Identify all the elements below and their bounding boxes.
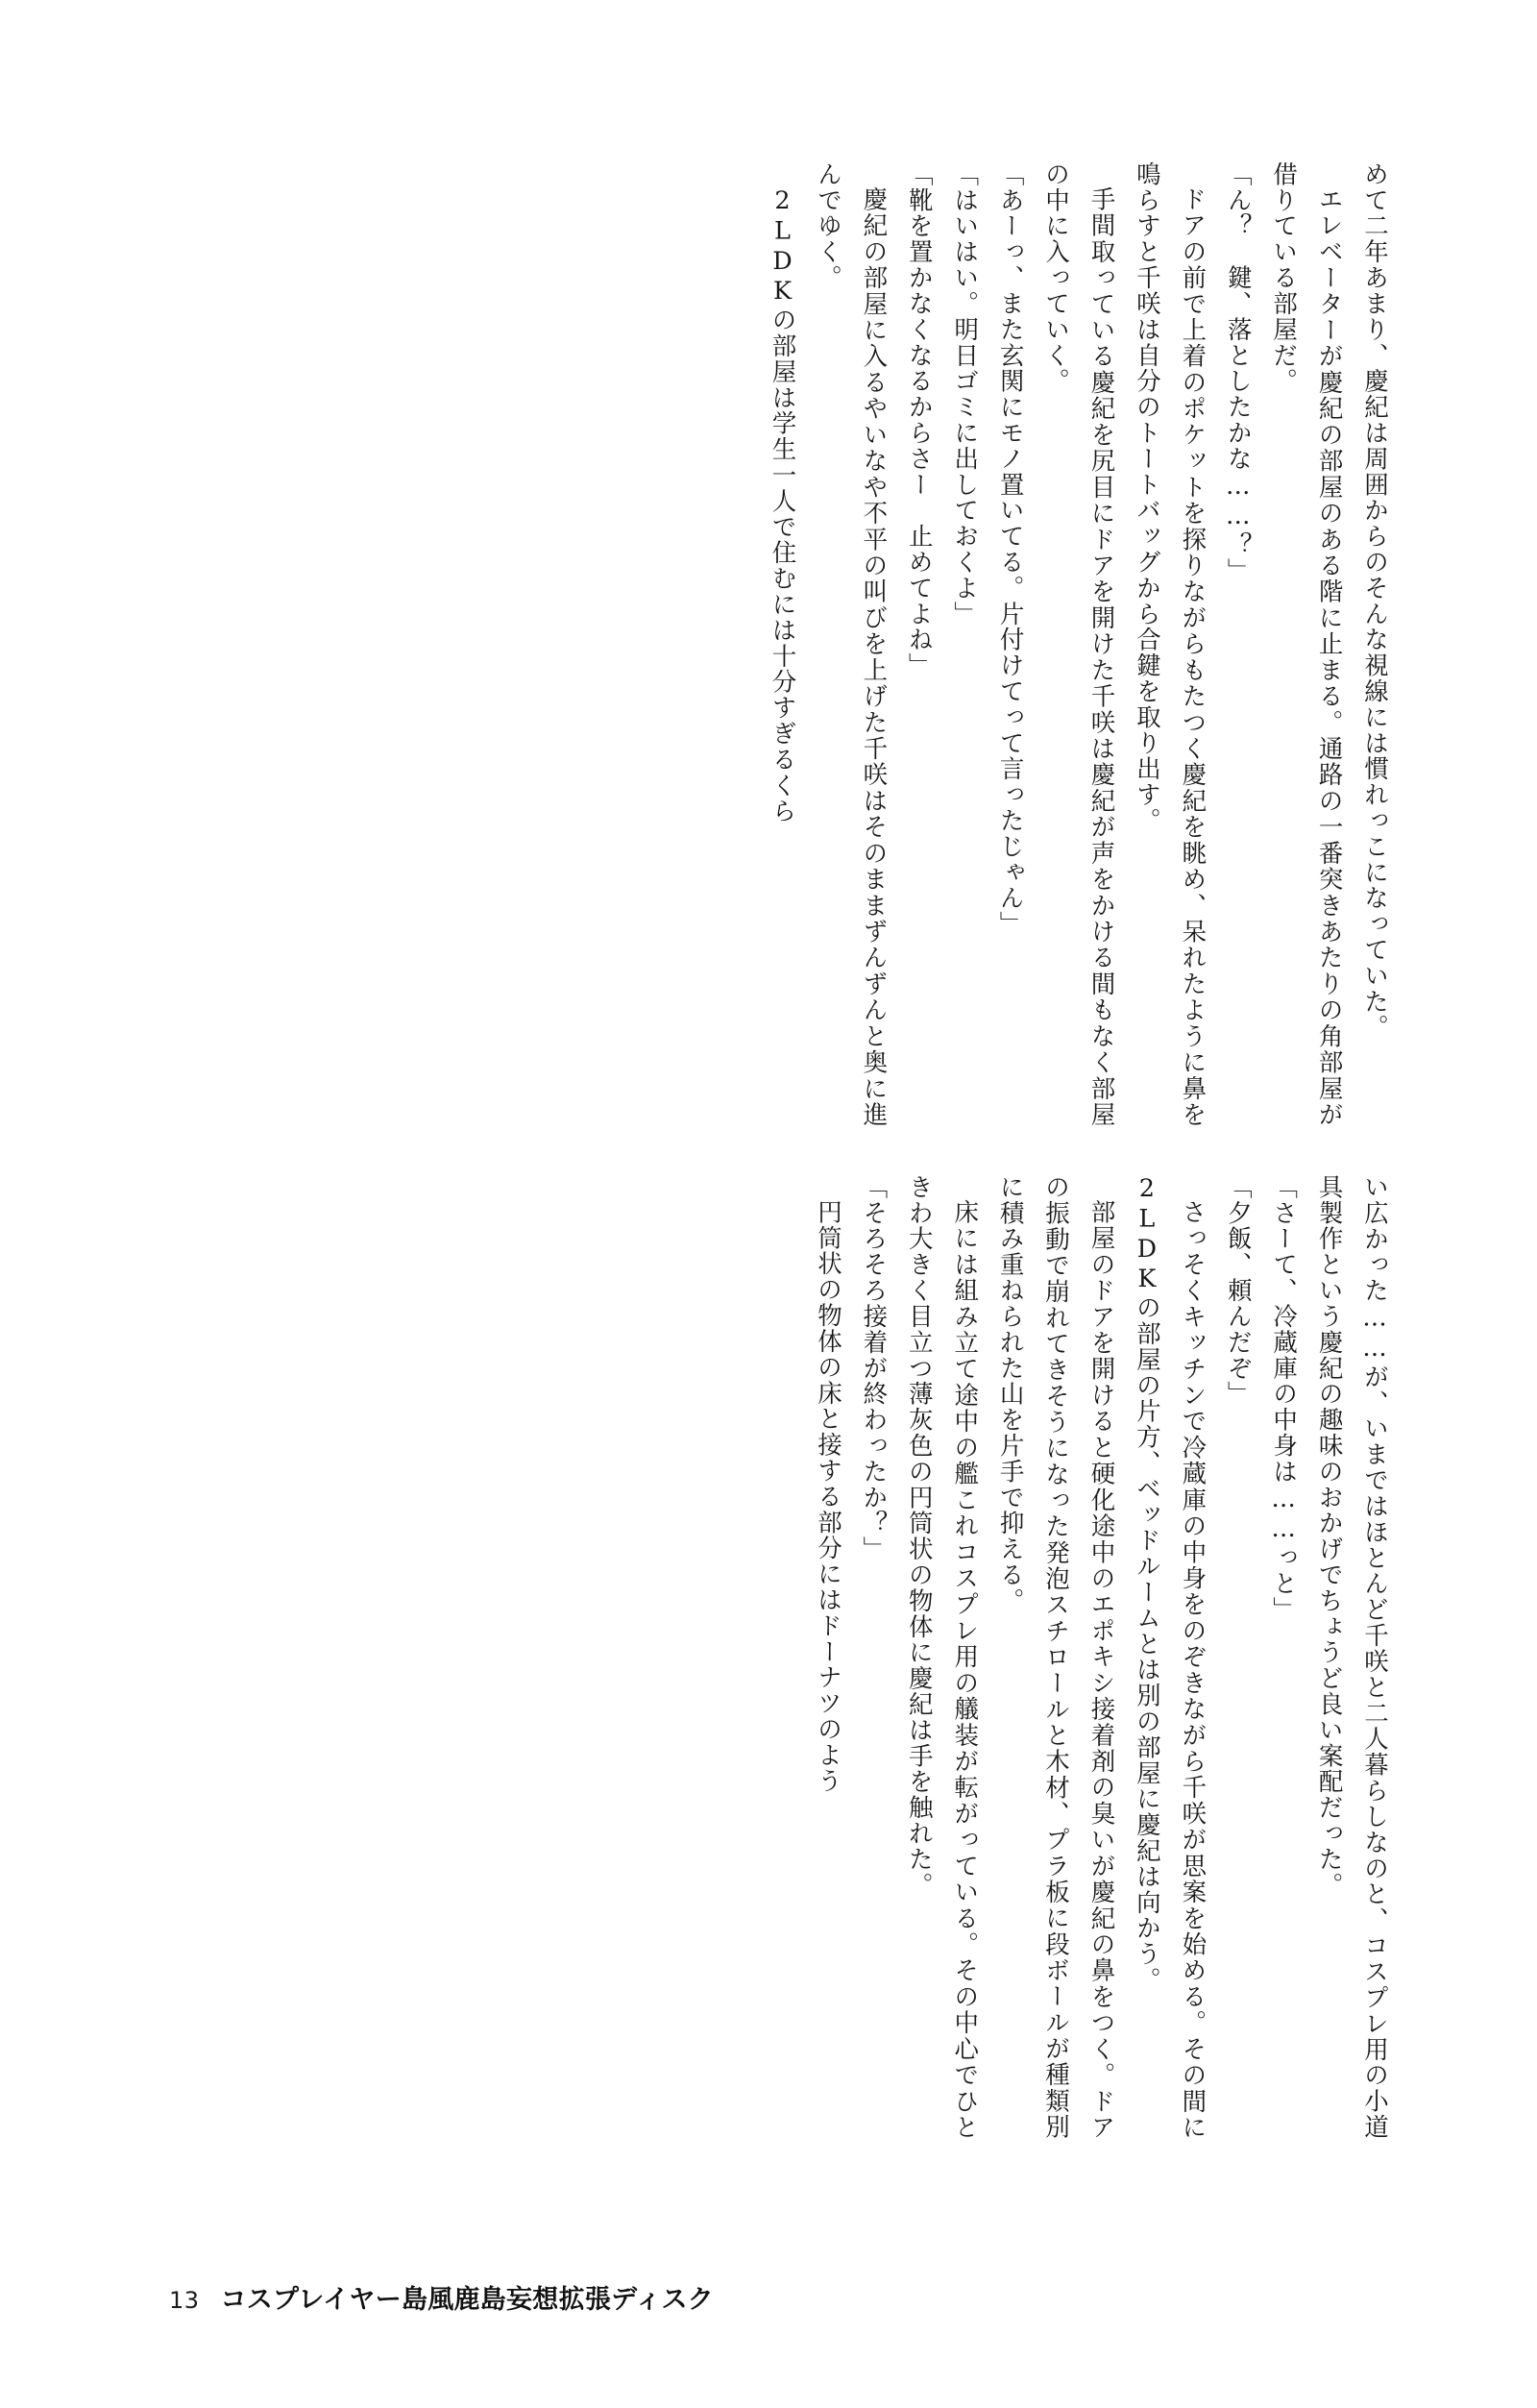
paragraph: めて二年あまり、慶紀は周囲からのそんな視線には慣れっこになっていた。 [1360, 161, 1389, 1041]
paragraph: い広かった……が、いまではほとんど千咲と二人暮らしなのと、コスプレ用の小道具製作という慶紀の趣味のおかげでちょうど良い案配だった。 [1314, 1174, 1389, 2140]
dialogue-line: 「ん？ 鍵、落としたかな……？」 [1223, 161, 1253, 584]
paragraph: ドアの前で上着のポケットを探りながらもたつく慶紀を眺め、呆れたように鼻を鳴らすと千咲は自分のトートバッグから合鍵を取り出す。 [1132, 161, 1208, 1127]
paragraph: 2LDKの部屋は学生一人で住むには十分すぎるくら [768, 185, 797, 824]
dialogue-line: 「夕飯、頼んだぞ」 [1223, 1174, 1253, 1408]
paragraph: 床には組み立て途中の艦これコスプレ用の艤装が転がっている。その中心でひときわ大きく目立つ薄灰色の円筒状の物体に慶紀は手を触れた。 [904, 1174, 980, 2140]
dialogue-line: 「はいはい。明日ゴミに出しておくよ」 [950, 161, 980, 627]
paragraph: エレベーターが慶紀の部屋のある階に止まる。通路の一番突きあたりの角部屋が借りている部屋だ。 [1269, 161, 1344, 1127]
body-text-upper-block [417, 161, 1397, 1127]
dialogue-line: 「さーて、冷蔵庫の中身は……っと」 [1269, 1174, 1299, 1623]
running-title: コスプレイヤー島風鹿島妄想拡張ディスク [220, 2285, 715, 2315]
paragraph: さっそくキッチンで冷蔵庫の中身をのぞきながら千咲が思案を始める。その間に2LDKの部屋の片方、ベッドルームとは別の部屋に慶紀は向かう。 [1132, 1174, 1208, 2140]
page-footer [169, 2278, 714, 2316]
paragraph: 円筒状の物体の床と接する部分にはドーナツのよう [813, 1198, 842, 1794]
paragraph: 慶紀の部屋に入るやいなや不平の叫びを上げた千咲はそのままずんずんと奥に進んでゆく。 [813, 161, 889, 1127]
paragraph: 手間取っている慶紀を尻目にドアを開けた千咲は慶紀が声をかける間もなく部屋の中に入っていく。 [1041, 161, 1116, 1127]
paragraph: 部屋のドアを開けると硬化途中のエポキシ接着剤の臭いが慶紀の鼻をつく。ドアの振動で崩れてきそうになった発泡スチロールと木材、プラ板に段ボールが種類別に積み重ねられた山を片手で抑える。 [995, 1174, 1116, 2140]
dialogue-line: 「靴を置かなくなるからさー 止めてよね」 [904, 161, 934, 679]
body-text-lower-block [475, 1174, 1397, 2140]
dialogue-line: 「そろそろ接着が終わったか？」 [859, 1174, 889, 1562]
page-number: 13 [169, 2287, 200, 2314]
dialogue-line: 「あーっ、また玄関にモノ置いてる。片付けてって言ったじゃん」 [995, 161, 1025, 938]
